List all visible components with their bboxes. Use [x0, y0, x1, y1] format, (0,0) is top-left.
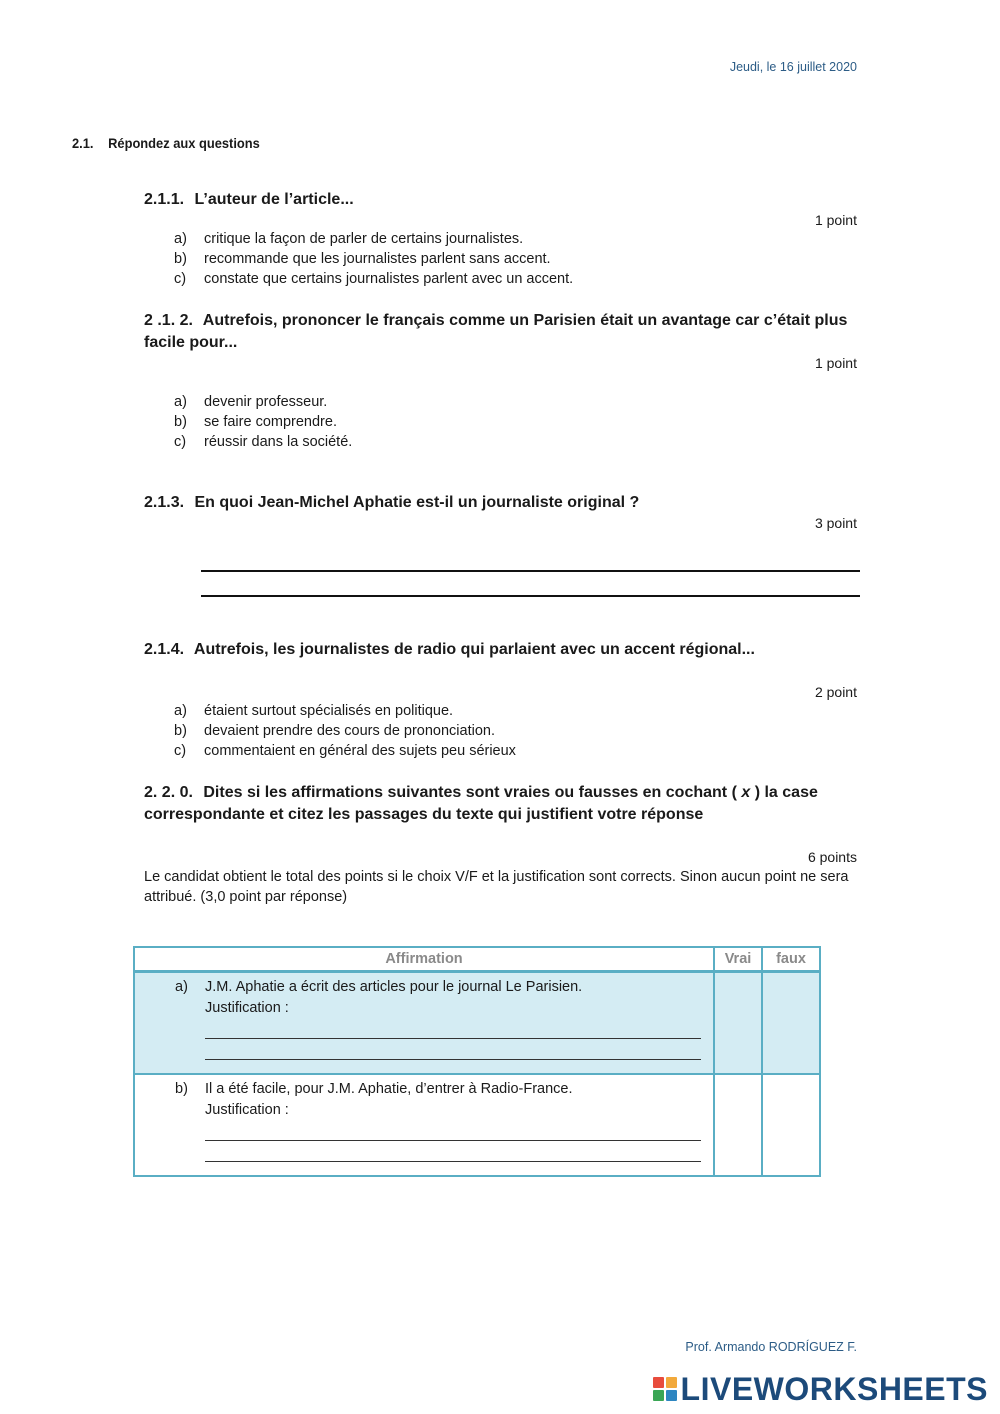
truefalse-title: 2. 2. 0. Dites si les affirmations suivantes sont vraies ou fausses en cochant ( x ) la case correspondante et citez les passages du texte qui justifient votre réponse — [144, 784, 818, 823]
logo-square-icon — [653, 1390, 664, 1401]
justification-label: Justification : — [205, 1102, 289, 1118]
header-affirmation: Affirmation — [134, 947, 714, 972]
faux-checkbox-cell[interactable] — [762, 972, 820, 1075]
question-2-1-1-options — [174, 229, 573, 289]
statement-text: J.M. Aphatie a écrit des articles pour le journal Le Parisien. — [205, 979, 583, 995]
statement-text: Il a été facile, pour J.M. Aphatie, d’entrer à Radio-France. — [205, 1081, 573, 1097]
author-credit: Prof. Armando RODRÍGUEZ F. — [685, 1340, 857, 1354]
question-2-1-2-options — [174, 392, 352, 452]
logo-square-icon — [666, 1390, 677, 1401]
table-row — [134, 972, 820, 1075]
option-a[interactable]: a) critique la façon de parler de certains journalistes. — [174, 231, 524, 247]
option-a[interactable]: a) devenir professeur. — [174, 394, 328, 410]
option-c[interactable]: c) commentaient en général des sujets peu sérieux — [174, 743, 516, 759]
question-2-1-4-options — [174, 701, 516, 761]
question-2-1-1-points: 1 point — [814, 212, 857, 228]
document-date: Jeudi, le 16 juillet 2020 — [729, 60, 857, 74]
question-text: Autrefois, les journalistes de radio qui parlaient avec un accent régional... — [193, 641, 755, 658]
option-b[interactable]: b) recommande que les journalistes parlent sans accent. — [174, 251, 551, 267]
question-2-1-1-title — [144, 189, 864, 211]
affirmation-cell: b) Il a été facile, pour J.M. Aphatie, d’entrer à Radio-France. Justification : — [134, 1074, 714, 1176]
affirmation-cell: a) J.M. Aphatie a écrit des articles pour le journal Le Parisien. Justification : — [134, 972, 714, 1075]
question-text: Autrefois, prononcer le français comme un Parisien était un avantage car c’était plus facile pour... — [144, 312, 848, 351]
question-text: L’auteur de l’article... — [194, 191, 354, 208]
answer-line-1[interactable] — [201, 570, 860, 572]
question-number: 2.1.1. — [144, 191, 185, 208]
section-number: 2.1. — [72, 135, 94, 151]
logo-square-icon — [653, 1377, 664, 1388]
question-2-1-3-title — [144, 492, 864, 514]
answer-line-2[interactable] — [201, 595, 860, 597]
faux-checkbox-cell[interactable] — [762, 1074, 820, 1176]
brand-name: LIVEWORKSHEETS — [680, 1371, 988, 1407]
question-2-1-3-points: 3 point — [814, 515, 857, 531]
option-c[interactable]: c) réussir dans la société. — [174, 434, 353, 450]
question-2-1-2-points: 1 point — [814, 355, 857, 371]
vrai-checkbox-cell[interactable] — [714, 1074, 762, 1176]
logo-square-icon — [666, 1377, 677, 1388]
justification-line[interactable] — [205, 1140, 701, 1141]
justification-label: Justification : — [205, 1000, 289, 1016]
truefalse-note: Le candidat obtient le total des points si le choix V/F et la justification sont corrects. Sinon aucun point ne sera attribué. (3,0 point par réponse) — [144, 869, 849, 905]
question-number: 2. 2. 0. — [144, 784, 193, 801]
question-text: En quoi Jean-Michel Aphatie est-il un journaliste original ? — [194, 494, 640, 511]
header-vrai: Vrai — [714, 947, 762, 972]
logo-grid-icon — [653, 1377, 677, 1401]
question-number: 2 .1. 2. — [144, 312, 193, 329]
option-c[interactable]: c) constate que certains journalistes parlent avec un accent. — [174, 271, 574, 287]
question-2-1-4-title — [144, 639, 864, 661]
truefalse-points: 6 points — [807, 849, 857, 865]
option-b[interactable]: b) se faire comprendre. — [174, 414, 337, 430]
section-title: Répondez aux questions — [108, 135, 260, 151]
liveworksheets-logo[interactable] — [653, 1373, 988, 1405]
vrai-checkbox-cell[interactable] — [714, 972, 762, 1075]
justification-line[interactable] — [205, 1059, 701, 1060]
table-row — [134, 1074, 820, 1176]
question-2-1-2-title — [144, 310, 864, 354]
question-number: 2.1.4. — [144, 641, 185, 658]
affirmation-table — [133, 946, 821, 1177]
table-header-row — [134, 947, 820, 972]
question-number: 2.1.3. — [144, 494, 185, 511]
option-b[interactable]: b) devaient prendre des cours de prononciation. — [174, 723, 495, 739]
header-faux: faux — [762, 947, 820, 972]
section-heading — [72, 135, 260, 151]
justification-line[interactable] — [205, 1161, 701, 1162]
option-a[interactable]: a) étaient surtout spécialisés en politique. — [174, 703, 454, 719]
question-2-1-4-points: 2 point — [814, 684, 857, 700]
justification-line[interactable] — [205, 1038, 701, 1039]
